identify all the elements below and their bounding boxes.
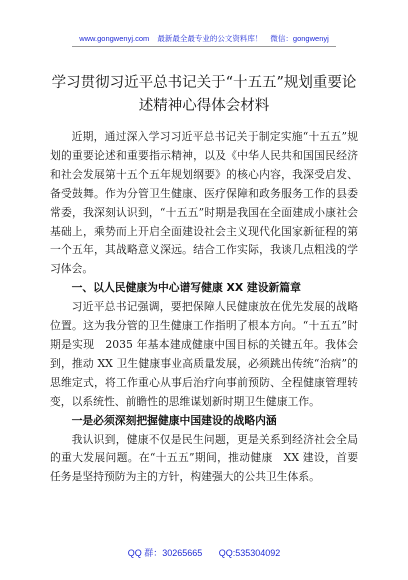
body-paragraph: 近期，通过深入学习习近平总书记关于制定实施“十五五”规划的重要论述和重要指示精神，以及《中华人民共和国国民经济和社会发展第十五个五年规划纲要》的核心内容，我深受启发、备受鼓舞。作为分管卫生健康、医疗保障和政务服务工作的县委常委，我深刻认识到，“十五五”时期是我国在全面建成小康社会基础上，乘势而上开启全面建设社会主义现代化国家新征程的第一个五年，其战略意义深远。结合工作实际，我谈几点粗浅的学习体会。 (50, 130, 358, 276)
footer-qq-group: QQ 群：30265665 (127, 548, 203, 558)
header-site-link[interactable]: www.gongwenyj.com (79, 34, 150, 43)
header-wechat: 微信：gongwenyj (270, 34, 329, 43)
footer-qq: QQ:535304092 (218, 548, 281, 558)
document-title: 学习贯彻习近平总书记关于“十五五”规划重要论述精神心得体会材料 (51, 75, 357, 114)
page-footer (0, 547, 408, 559)
section-heading: 一是必须深刻把握健康中国建设的战略内涵 (71, 413, 277, 427)
header-slogan: 最新最全最专业的公文资料库！ (157, 34, 263, 43)
body-paragraph: 习近平总书记强调，要把保障人民健康放在优先发展的战略位置。这为我分管的卫生健康工作指明了根本方向。“十五五”时期是实现 2035 年基本建成健康中国目标的关键五年。我体会到，推动 XX 卫生健康事业高质量发展，必须跳出传统“治病”的思维定式，将工作重心从事后治疗向事前预防、全程健康管理转变，以系统性、前瞻性的思维谋划新时期卫生健康工作。 (50, 300, 358, 408)
body-paragraph: 我认识到，健康不仅是民生问题，更是关系到经济社会全局的重大发展问题。在“十五五”期间，推动健康 XX 建设，首要任务是坚持预防为主的方针，构建强大的公共卫生体系。 (50, 432, 358, 484)
page-header (0, 34, 408, 44)
header-divider (72, 46, 336, 47)
section-heading: 一、以人民健康为中心谱写健康 XX 建设新篇章 (71, 281, 301, 295)
document-body (50, 128, 358, 487)
